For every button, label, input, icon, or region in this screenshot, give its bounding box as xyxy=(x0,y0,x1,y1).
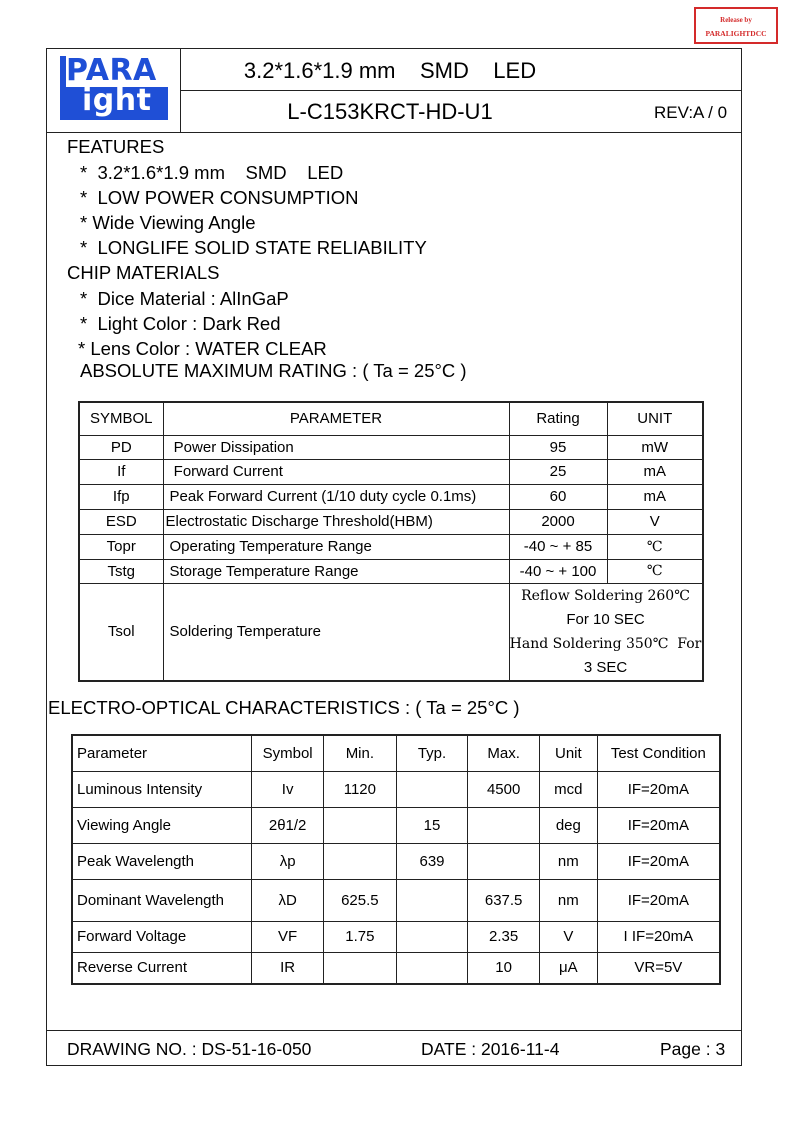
abs-max-heading: ABSOLUTE MAXIMUM RATING : ( Ta = 25°C ) xyxy=(80,360,467,381)
cell-rating: 60 xyxy=(509,484,607,509)
chip-materials-heading: CHIP MATERIALS xyxy=(67,262,220,283)
cell-max xyxy=(468,807,540,843)
electro-optical-table xyxy=(71,734,721,985)
feature-item: * 3.2*1.6*1.9 mm SMD LED xyxy=(80,162,344,183)
footer-bottom-rule xyxy=(46,1065,742,1066)
cell-parameter: Peak Wavelength xyxy=(72,843,252,879)
cell-symbol: VF xyxy=(252,921,324,952)
cell-max xyxy=(468,843,540,879)
cell-typ: 639 xyxy=(396,843,468,879)
cell-parameter: Soldering Temperature xyxy=(163,583,509,681)
paralight-logo xyxy=(60,53,168,120)
cell-symbol: 2θ1/2 xyxy=(252,807,324,843)
cell-unit: nm xyxy=(539,843,597,879)
release-stamp xyxy=(694,7,778,44)
cell-symbol: Topr xyxy=(79,534,163,559)
cell-parameter: Forward Current xyxy=(163,459,509,484)
header-divider-horizontal xyxy=(180,90,742,91)
cell-max: 4500 xyxy=(468,771,540,807)
cell-rating: 95 xyxy=(509,435,607,459)
cell-parameter: Operating Temperature Range xyxy=(163,534,509,559)
cell-rating: 2000 xyxy=(509,509,607,534)
cell-min: 625.5 xyxy=(324,879,397,921)
cell-symbol: λD xyxy=(252,879,324,921)
cell-test-condition: IF=20mA xyxy=(597,771,720,807)
feature-item: * LONGLIFE SOLID STATE RELIABILITY xyxy=(80,237,427,258)
table-row xyxy=(79,559,703,583)
cell-unit: mA xyxy=(607,484,703,509)
cell-unit: ℃ xyxy=(607,559,703,583)
product-title: 3.2*1.6*1.9 mm SMD LED xyxy=(243,58,537,83)
cell-symbol: Tsol xyxy=(79,583,163,681)
logo-word-ight: ight xyxy=(82,83,152,118)
cell-rating: -40 ~ + 100 xyxy=(509,559,607,583)
cell-parameter: Reverse Current xyxy=(72,952,252,984)
cell-min xyxy=(324,807,397,843)
cell-symbol: Iv xyxy=(252,771,324,807)
table-row xyxy=(79,583,703,681)
stamp-line-2: PARALIGHTDCC xyxy=(705,29,767,38)
feature-item: * Wide Viewing Angle xyxy=(80,212,256,233)
cell-symbol: IR xyxy=(252,952,324,984)
revision: REV:A / 0 xyxy=(654,103,728,122)
chip-item: * Dice Material : AlInGaP xyxy=(80,288,289,309)
part-number: L-C153KRCT-HD-U1 xyxy=(287,99,493,124)
col-header-parameter: PARAMETER xyxy=(163,402,509,435)
table-row xyxy=(79,484,703,509)
cell-min: 1120 xyxy=(324,771,397,807)
table-row xyxy=(72,879,720,921)
table-row xyxy=(79,435,703,459)
cell-parameter: Electrostatic Discharge Threshold(HBM) xyxy=(163,509,509,534)
feature-item: * LOW POWER CONSUMPTION xyxy=(80,187,359,208)
soldering-line: For 10 SEC xyxy=(566,610,645,628)
cell-unit: ℃ xyxy=(607,534,703,559)
cell-unit: μA xyxy=(539,952,597,984)
cell-symbol: If xyxy=(79,459,163,484)
soldering-line: 3 SEC xyxy=(583,658,628,676)
cell-symbol: Ifp xyxy=(79,484,163,509)
chip-item: * Light Color : Dark Red xyxy=(80,313,281,334)
cell-parameter: Viewing Angle xyxy=(72,807,252,843)
drawing-number: DRAWING NO. : DS-51-16-050 xyxy=(67,1039,312,1059)
cell-unit: nm xyxy=(539,879,597,921)
cell-symbol: PD xyxy=(79,435,163,459)
cell-test-condition: IF=20mA xyxy=(597,807,720,843)
cell-min: 1.75 xyxy=(324,921,397,952)
cell-rating-soldering xyxy=(509,583,703,681)
cell-parameter: Dominant Wavelength xyxy=(72,879,252,921)
abs-max-table xyxy=(78,401,704,682)
cell-unit: deg xyxy=(539,807,597,843)
table-row xyxy=(72,807,720,843)
col-header-symbol: SYMBOL xyxy=(79,402,163,435)
table-row xyxy=(72,921,720,952)
soldering-line: Reflow Soldering 260℃ xyxy=(521,587,690,604)
cell-typ: 15 xyxy=(396,807,468,843)
cell-test-condition: I IF=20mA xyxy=(597,921,720,952)
cell-unit: mA xyxy=(607,459,703,484)
cell-max: 10 xyxy=(468,952,540,984)
cell-unit: mcd xyxy=(539,771,597,807)
cell-unit: V xyxy=(607,509,703,534)
cell-symbol: λp xyxy=(252,843,324,879)
cell-test-condition: IF=20mA xyxy=(597,879,720,921)
cell-min xyxy=(324,843,397,879)
cell-typ xyxy=(396,879,468,921)
cell-unit: mW xyxy=(607,435,703,459)
cell-max: 637.5 xyxy=(468,879,540,921)
col-header-unit: Unit xyxy=(539,735,597,771)
table-header-row xyxy=(72,735,720,771)
logo-word-para: PARA xyxy=(66,53,157,88)
table-row xyxy=(79,459,703,484)
cell-parameter: Luminous Intensity xyxy=(72,771,252,807)
cell-typ xyxy=(396,921,468,952)
header-bottom-rule xyxy=(46,132,742,133)
page-number: Page : 3 xyxy=(660,1039,726,1059)
table-row xyxy=(72,952,720,984)
cell-typ xyxy=(396,952,468,984)
col-header-parameter: Parameter xyxy=(72,735,252,771)
features-heading: FEATURES xyxy=(67,136,165,157)
cell-rating: -40 ~ + 85 xyxy=(509,534,607,559)
col-header-test-condition: Test Condition xyxy=(597,735,720,771)
table-row xyxy=(72,771,720,807)
cell-parameter: Forward Voltage xyxy=(72,921,252,952)
col-header-min: Min. xyxy=(324,735,397,771)
electro-optical-heading: ELECTRO-OPTICAL CHARACTERISTICS : ( Ta = 25°C ) xyxy=(48,697,520,718)
footer-top-rule xyxy=(46,1030,742,1031)
cell-min xyxy=(324,952,397,984)
col-header-symbol: Symbol xyxy=(252,735,324,771)
col-header-max: Max. xyxy=(468,735,540,771)
cell-unit: V xyxy=(539,921,597,952)
col-header-typ: Typ. xyxy=(396,735,468,771)
soldering-line: Hand Soldering 350℃ For xyxy=(509,635,702,652)
chip-item: * Lens Color : WATER CLEAR xyxy=(78,338,327,359)
table-row xyxy=(79,534,703,559)
table-row xyxy=(72,843,720,879)
cell-test-condition: VR=5V xyxy=(597,952,720,984)
stamp-line-1: Release by xyxy=(720,16,752,24)
cell-test-condition: IF=20mA xyxy=(597,843,720,879)
cell-parameter: Storage Temperature Range xyxy=(163,559,509,583)
col-header-rating: Rating xyxy=(509,402,607,435)
table-header-row xyxy=(79,402,703,435)
cell-max: 2.35 xyxy=(468,921,540,952)
document-date: DATE : 2016-11-4 xyxy=(421,1039,560,1059)
cell-parameter: Peak Forward Current (1/10 duty cycle 0.1ms) xyxy=(163,484,509,509)
cell-symbol: ESD xyxy=(79,509,163,534)
col-header-unit: UNIT xyxy=(607,402,703,435)
cell-parameter: Power Dissipation xyxy=(163,435,509,459)
cell-typ xyxy=(396,771,468,807)
cell-symbol: Tstg xyxy=(79,559,163,583)
table-row xyxy=(79,509,703,534)
cell-rating: 25 xyxy=(509,459,607,484)
